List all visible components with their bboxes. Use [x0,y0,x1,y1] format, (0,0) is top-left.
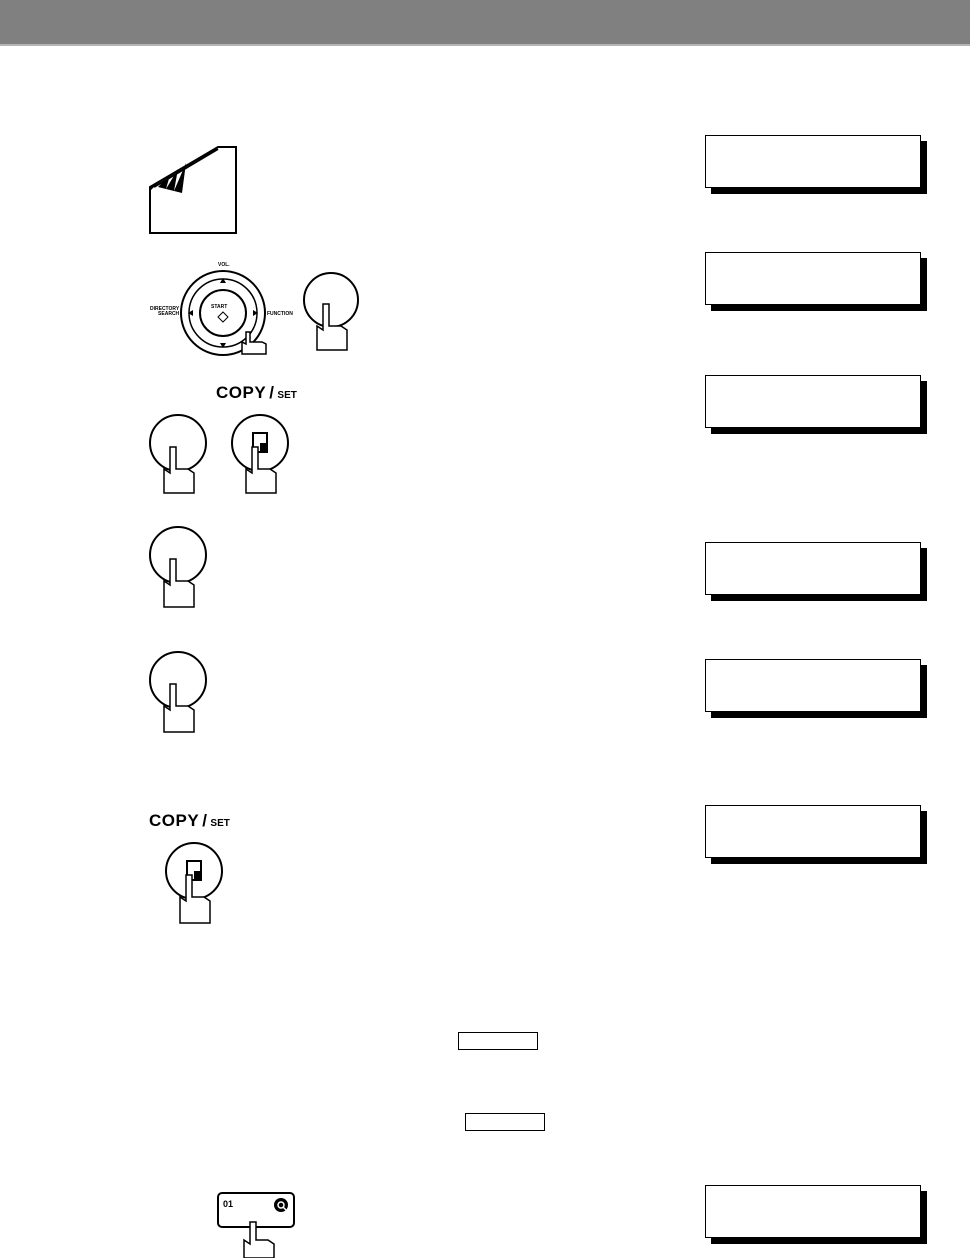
copy-set-label-2: COPY / SET [149,811,230,830]
vol-label: VOL. [218,262,230,268]
key-box-2 [465,1113,545,1131]
document-feed-icon [148,145,240,237]
blank-button-3[interactable] [148,650,210,736]
lcd-display-5 [705,659,921,712]
header-bar [0,0,970,44]
lcd-display-3 [705,375,921,428]
one-touch-number: 01 [223,1199,234,1209]
function-button[interactable] [303,270,361,356]
lcd-display-1 [705,135,921,188]
copy-set-label-1: COPY / SET [216,383,297,402]
copy-button-1[interactable] [230,413,292,497]
blank-button-2[interactable] [148,525,210,611]
lcd-display-6 [705,805,921,858]
lcd-display-2 [705,252,921,305]
lcd-display-7 [705,1185,921,1238]
function-label: FUNCTION [267,311,293,317]
lcd-display-4 [705,542,921,595]
directory-search-label: DIRECTORY SEARCH [150,306,180,318]
blank-button-1[interactable] [148,413,210,497]
pointing-hand-icon [238,330,268,356]
start-label: START [211,304,228,310]
header-divider [0,44,970,46]
copy-button-2[interactable] [164,841,226,927]
key-box-1 [458,1032,538,1050]
